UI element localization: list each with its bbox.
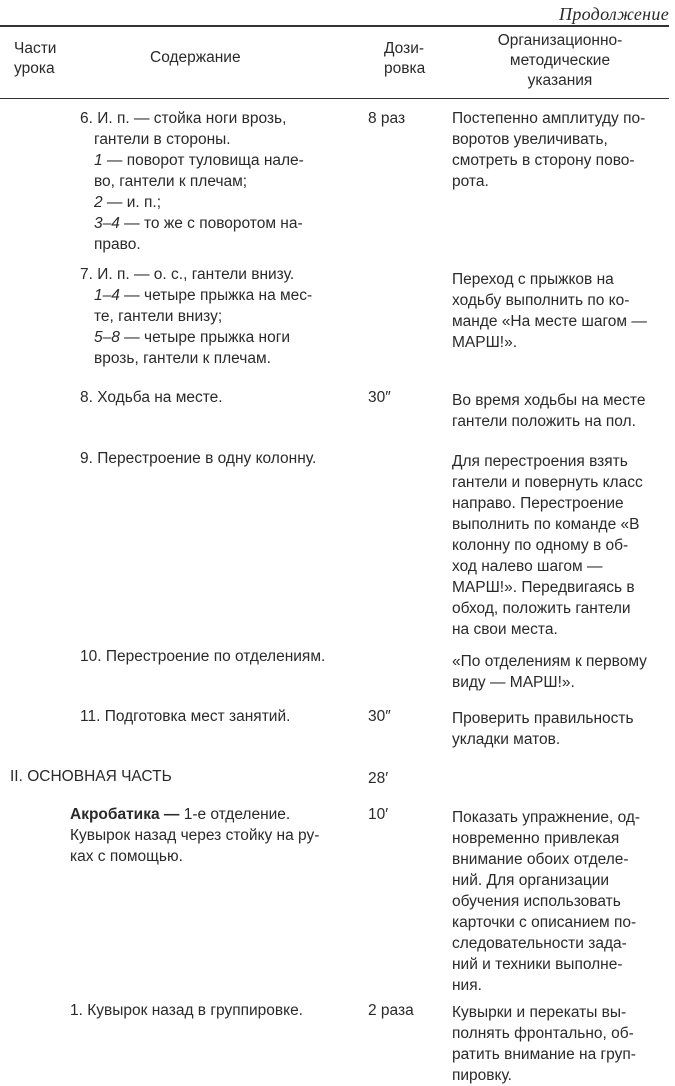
- acrobatics-notes: Показать упражнение, од- новременно привлекая внимание обоих отделе- ний. Для организации обучения использовать карточки с описанием по- следовательности зада- ний и техники выполне- ния.: [452, 809, 641, 994]
- row-10-content: 10. Перестроение по отделениям.: [80, 648, 326, 665]
- row-9-content: 9. Перестроение в одну колонну.: [80, 450, 317, 467]
- acrobatics-content: Акробатика — 1-е отделение. Кувырок назад через стойку на ру- ках с помощью.: [70, 806, 320, 865]
- header-dosage: Дози- ровка: [384, 40, 426, 77]
- exercise-1-notes: Кувырки и перекаты вы- полнять фронтально, об- ратить внимание на груп- пировку.: [452, 1004, 636, 1084]
- exercise-1-dosage: 2 раза: [368, 1002, 414, 1019]
- row-10-notes: «По отделениям к первому виду — МАРШ!».: [452, 653, 647, 691]
- row-7-notes: Переход с прыжков на ходьбу выполнить по ко- манде «На месте шагом — МАРШ!».: [452, 271, 647, 351]
- section-dosage: 28′: [368, 770, 389, 787]
- acrobatics-dosage: 10′: [368, 806, 389, 823]
- row-6-notes: Постепенно амплитуду по- воротов увеличивать, смотреть в сторону пово- рота.: [452, 110, 646, 190]
- row-6-content: 6. И. п. — стойка ноги врозь, гантели в стороны. 1 — поворот туловища нале- во, гантели к плечам; 2 — и. п.; 3–4 — то же с поворотом на- право.: [80, 110, 304, 253]
- header-rule: [0, 98, 669, 99]
- section-title: II. ОСНОВНАЯ ЧАСТЬ: [10, 768, 172, 785]
- row-11-dosage: 30″: [368, 708, 391, 725]
- header-parts: Части урока: [14, 40, 57, 77]
- row-11-notes: Проверить правильность укладки матов.: [452, 710, 634, 748]
- continuation-label: Продолжение: [559, 4, 669, 24]
- top-rule: [0, 25, 669, 27]
- exercise-1-content: 1. Кувырок назад в группировке.: [70, 1002, 303, 1019]
- header-notes: Организационно- методические указания: [497, 32, 623, 89]
- row-9-notes: Для перестроения взять гантели и повернуть класс направо. Перестроение выполнить по команде «В колонну по одному в об- ход налево шагом — МАРШ!». Передвигаясь в обход, положить гантели на свои места.: [452, 453, 643, 638]
- row-8-content: 8. Ходьба на месте.: [80, 389, 223, 406]
- row-7-content: 7. И. п. — о. с., гантели внизу. 1–4 — четыре прыжка на мес- те, гантели внизу; 5–8 — четыре прыжка ноги врозь, гантели к плечам.: [80, 266, 313, 367]
- header-content: Содержание: [150, 49, 241, 66]
- row-11-content: 11. Подготовка мест занятий.: [80, 708, 291, 725]
- row-8-dosage: 30″: [368, 389, 391, 406]
- row-8-notes: Во время ходьбы на месте гантели положить на пол.: [452, 392, 646, 430]
- row-6-dosage: 8 раз: [368, 110, 406, 127]
